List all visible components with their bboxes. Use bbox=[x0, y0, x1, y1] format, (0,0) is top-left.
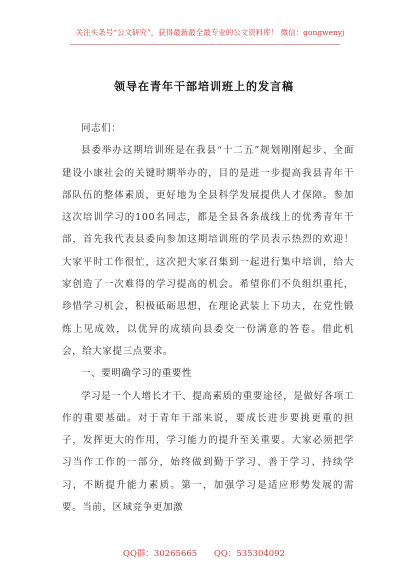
body-paragraph: 县委举办这期培训班是在我县“十二五”规划刚刚起步、全面建设小康社会的关键时期举办的，目的是进一步提高我县青年干部队伍的整体素质，更好地为全县科学发展提供人才保障。参加这次培训学习的100名同志，都是全县各条战线上的优秀青年干部，首先我代表县委向参加这期培训班的学员表示热烈的欢迎！大家平时工作很忙，这次把大家召集到一起进行集中培训，给大家创造了一次难得的学习提高的机会。希望你们不负组织重托，珍惜学习机会，积极砥砺思想，在理论武装上下功夫，在党性锻炼上见成效，以优异的成绩向县委交一份满意的答卷。借此机会，给大家提三点要求。 bbox=[62, 145, 354, 357]
section-heading: 一、要明确学习的重要性 bbox=[81, 368, 193, 380]
document-body bbox=[62, 118, 354, 519]
header-banner: 关注头条号“公文研究”，获得最新最全最专业的公文资料库！ 微信：gongwenyj bbox=[75, 28, 345, 37]
header-divider bbox=[70, 44, 340, 45]
body-paragraph: 学习是一个人增长才干、提高素质的重要途径，是做好各项工作的重要基础。对于青年干部来说，要成长进步要挑更重的担子，发挥更大的作用，学习能力的提升至关重要。大家必须把学习当作工作的一部分，始终做到勤于学习、善于学习、持续学习，不断提升能力素质。第一，加强学习是适应形势发展的需要。当前，区域竞争更加激 bbox=[62, 390, 354, 514]
footer-contact bbox=[0, 547, 408, 559]
qq-number: QQ：535304092 bbox=[213, 549, 285, 559]
salutation: 同志们： bbox=[81, 123, 122, 134]
qq-group-number: QQ群：30265665 bbox=[122, 549, 198, 559]
document-title: 领导在青年干部培训班上的发言稿 bbox=[114, 80, 294, 93]
